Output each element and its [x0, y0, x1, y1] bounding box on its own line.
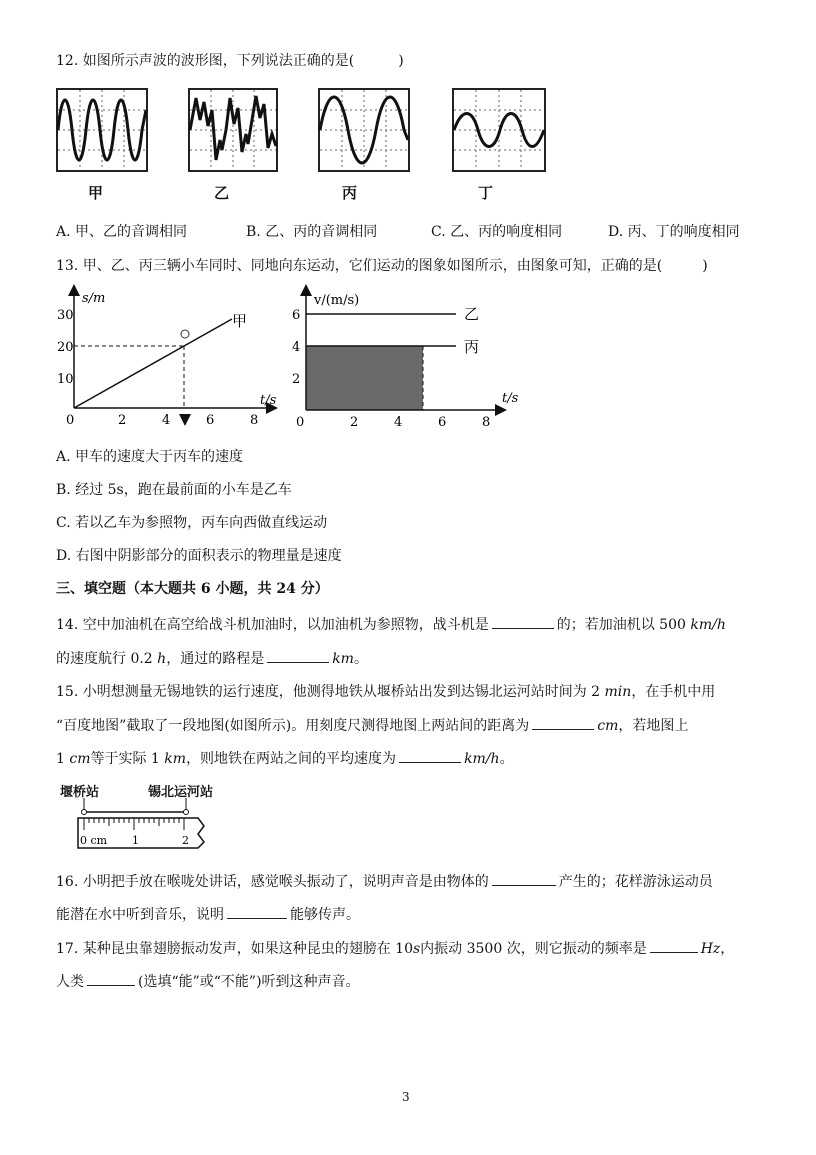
- waveform-bing: [318, 88, 410, 172]
- waveform-ding: [452, 88, 546, 172]
- st-ytick-30: 30: [57, 308, 74, 323]
- chart-s-t: [52, 282, 282, 432]
- st-ytick-10: 10: [57, 372, 74, 387]
- vt-xtick-0: 0: [296, 415, 305, 430]
- vt-ylabel: v/(m/s): [314, 293, 360, 308]
- q17-blank-1[interactable]: [650, 938, 698, 953]
- series-jia-line: [74, 319, 232, 408]
- shaded-area: [306, 346, 423, 410]
- q15-line1: 15. 小明想测量无锡地铁的运行速度，他测得地铁从堰桥站出发到达锡北运河站时间为 2 min，在手机中用: [56, 684, 716, 700]
- vt-ytick-2: 2: [292, 372, 301, 387]
- q16-blank-1[interactable]: [492, 871, 556, 886]
- q14-blank-2[interactable]: [267, 648, 329, 663]
- q17-line2: 人类 (选填“能”或“不能”)听到这种声音。: [56, 971, 360, 991]
- ruler-figure: [74, 796, 214, 854]
- station-xibei: 锡北运河站: [148, 785, 214, 800]
- vt-xtick-8: 8: [482, 415, 491, 430]
- label-jia: 甲: [88, 184, 104, 202]
- chart-v-t: [286, 282, 519, 432]
- mark-arrow-icon: [179, 414, 191, 426]
- series-jia-label: 甲: [232, 312, 248, 330]
- section-three-heading: 三、填空题（本大题共 6 小题，共 24 分）: [56, 581, 329, 597]
- q12-option-b: B. 乙、丙的音调相同: [246, 224, 378, 240]
- q14-line1: 14. 空中加油机在高空给战斗机加油时，以加油机为参照物，战斗机是 的；若加油机以 500 km/h: [56, 614, 726, 634]
- label-ding: 丁: [478, 184, 494, 202]
- q17-blank-2[interactable]: [87, 971, 135, 986]
- q15-line3: 1 cm等于实际 1 km，则地铁在两站之间的平均速度为 km/h。: [56, 748, 514, 768]
- ruler-label-0: 0 cm: [80, 834, 108, 847]
- q15-blank-2[interactable]: [399, 748, 461, 763]
- q13-option-d: D. 右图中阴影部分的面积表示的物理量是速度: [56, 548, 342, 564]
- q13-stem: 13. 甲、乙、丙三辆小车同时、同地向东运动，它们运动的图象如图所示，由图象可知，正确的是( ): [56, 258, 708, 274]
- st-ytick-20: 20: [57, 340, 74, 355]
- waveform-yi: [188, 88, 278, 172]
- q12-option-a: A. 甲、乙的音调相同: [56, 224, 188, 240]
- q13-option-c: C. 若以乙车为参照物，丙车向西做直线运动: [56, 515, 328, 531]
- vt-xlabel: t/s: [502, 391, 519, 406]
- st-ylabel: s/m: [82, 291, 106, 306]
- st-xlabel: t/s: [260, 393, 277, 408]
- st-xtick-2: 2: [118, 413, 127, 428]
- st-xtick-8: 8: [250, 413, 259, 428]
- q13-option-b: B. 经过 5s，跑在最前面的小车是乙车: [56, 482, 292, 498]
- q16-line2: 能潜在水中听到音乐，说明 能够传声。: [56, 904, 360, 924]
- q16-blank-2[interactable]: [227, 904, 287, 919]
- q12-option-c: C. 乙、丙的响度相同: [431, 224, 563, 240]
- mark-circle-icon: [181, 330, 189, 338]
- vt-xtick-6: 6: [438, 415, 447, 430]
- q15-blank-1[interactable]: [532, 715, 594, 730]
- label-yi: 乙: [214, 184, 230, 202]
- q13-option-a: A. 甲车的速度大于丙车的速度: [56, 449, 244, 465]
- st-xtick-6: 6: [206, 413, 215, 428]
- series-bing-label: 丙: [464, 338, 480, 356]
- vt-xtick-4: 4: [394, 415, 403, 430]
- station-yanqiao: 堰桥站: [60, 785, 100, 800]
- series-yi-label: 乙: [464, 305, 480, 323]
- q16-line1: 16. 小明把手放在喉咙处讲话，感觉喉头振动了，说明声音是由物体的 产生的；花样游泳运动员: [56, 871, 713, 891]
- page-number: 3: [402, 1090, 410, 1104]
- label-bing: 丙: [342, 184, 358, 202]
- q14-line2: 的速度航行 0.2 h，通过的路程是 km。: [56, 648, 368, 668]
- q17-line1: 17. 某种昆虫靠翅膀振动发声，如果这种昆虫的翅膀在 10s内振动 3500 次，则它振动的频率是 Hz，: [56, 938, 734, 958]
- q14-blank-1[interactable]: [492, 614, 554, 629]
- waveform-jia: [56, 88, 148, 172]
- ruler-label-2: 2: [182, 834, 189, 847]
- st-xtick-0: 0: [66, 413, 75, 428]
- st-xtick-4: 4: [162, 413, 171, 428]
- vt-xtick-2: 2: [350, 415, 359, 430]
- vt-ytick-4: 4: [292, 340, 301, 355]
- q12-option-d: D. 丙、丁的响度相同: [608, 224, 740, 240]
- q15-line2: “百度地图”截取了一段地图(如图所示)。用刻度尺测得地图上两站间的距离为 cm，若地图上: [56, 715, 688, 735]
- vt-ytick-6: 6: [292, 308, 301, 323]
- ruler-label-1: 1: [132, 834, 139, 847]
- q12-stem: 12. 如图所示声波的波形图，下列说法正确的是( ): [56, 53, 404, 69]
